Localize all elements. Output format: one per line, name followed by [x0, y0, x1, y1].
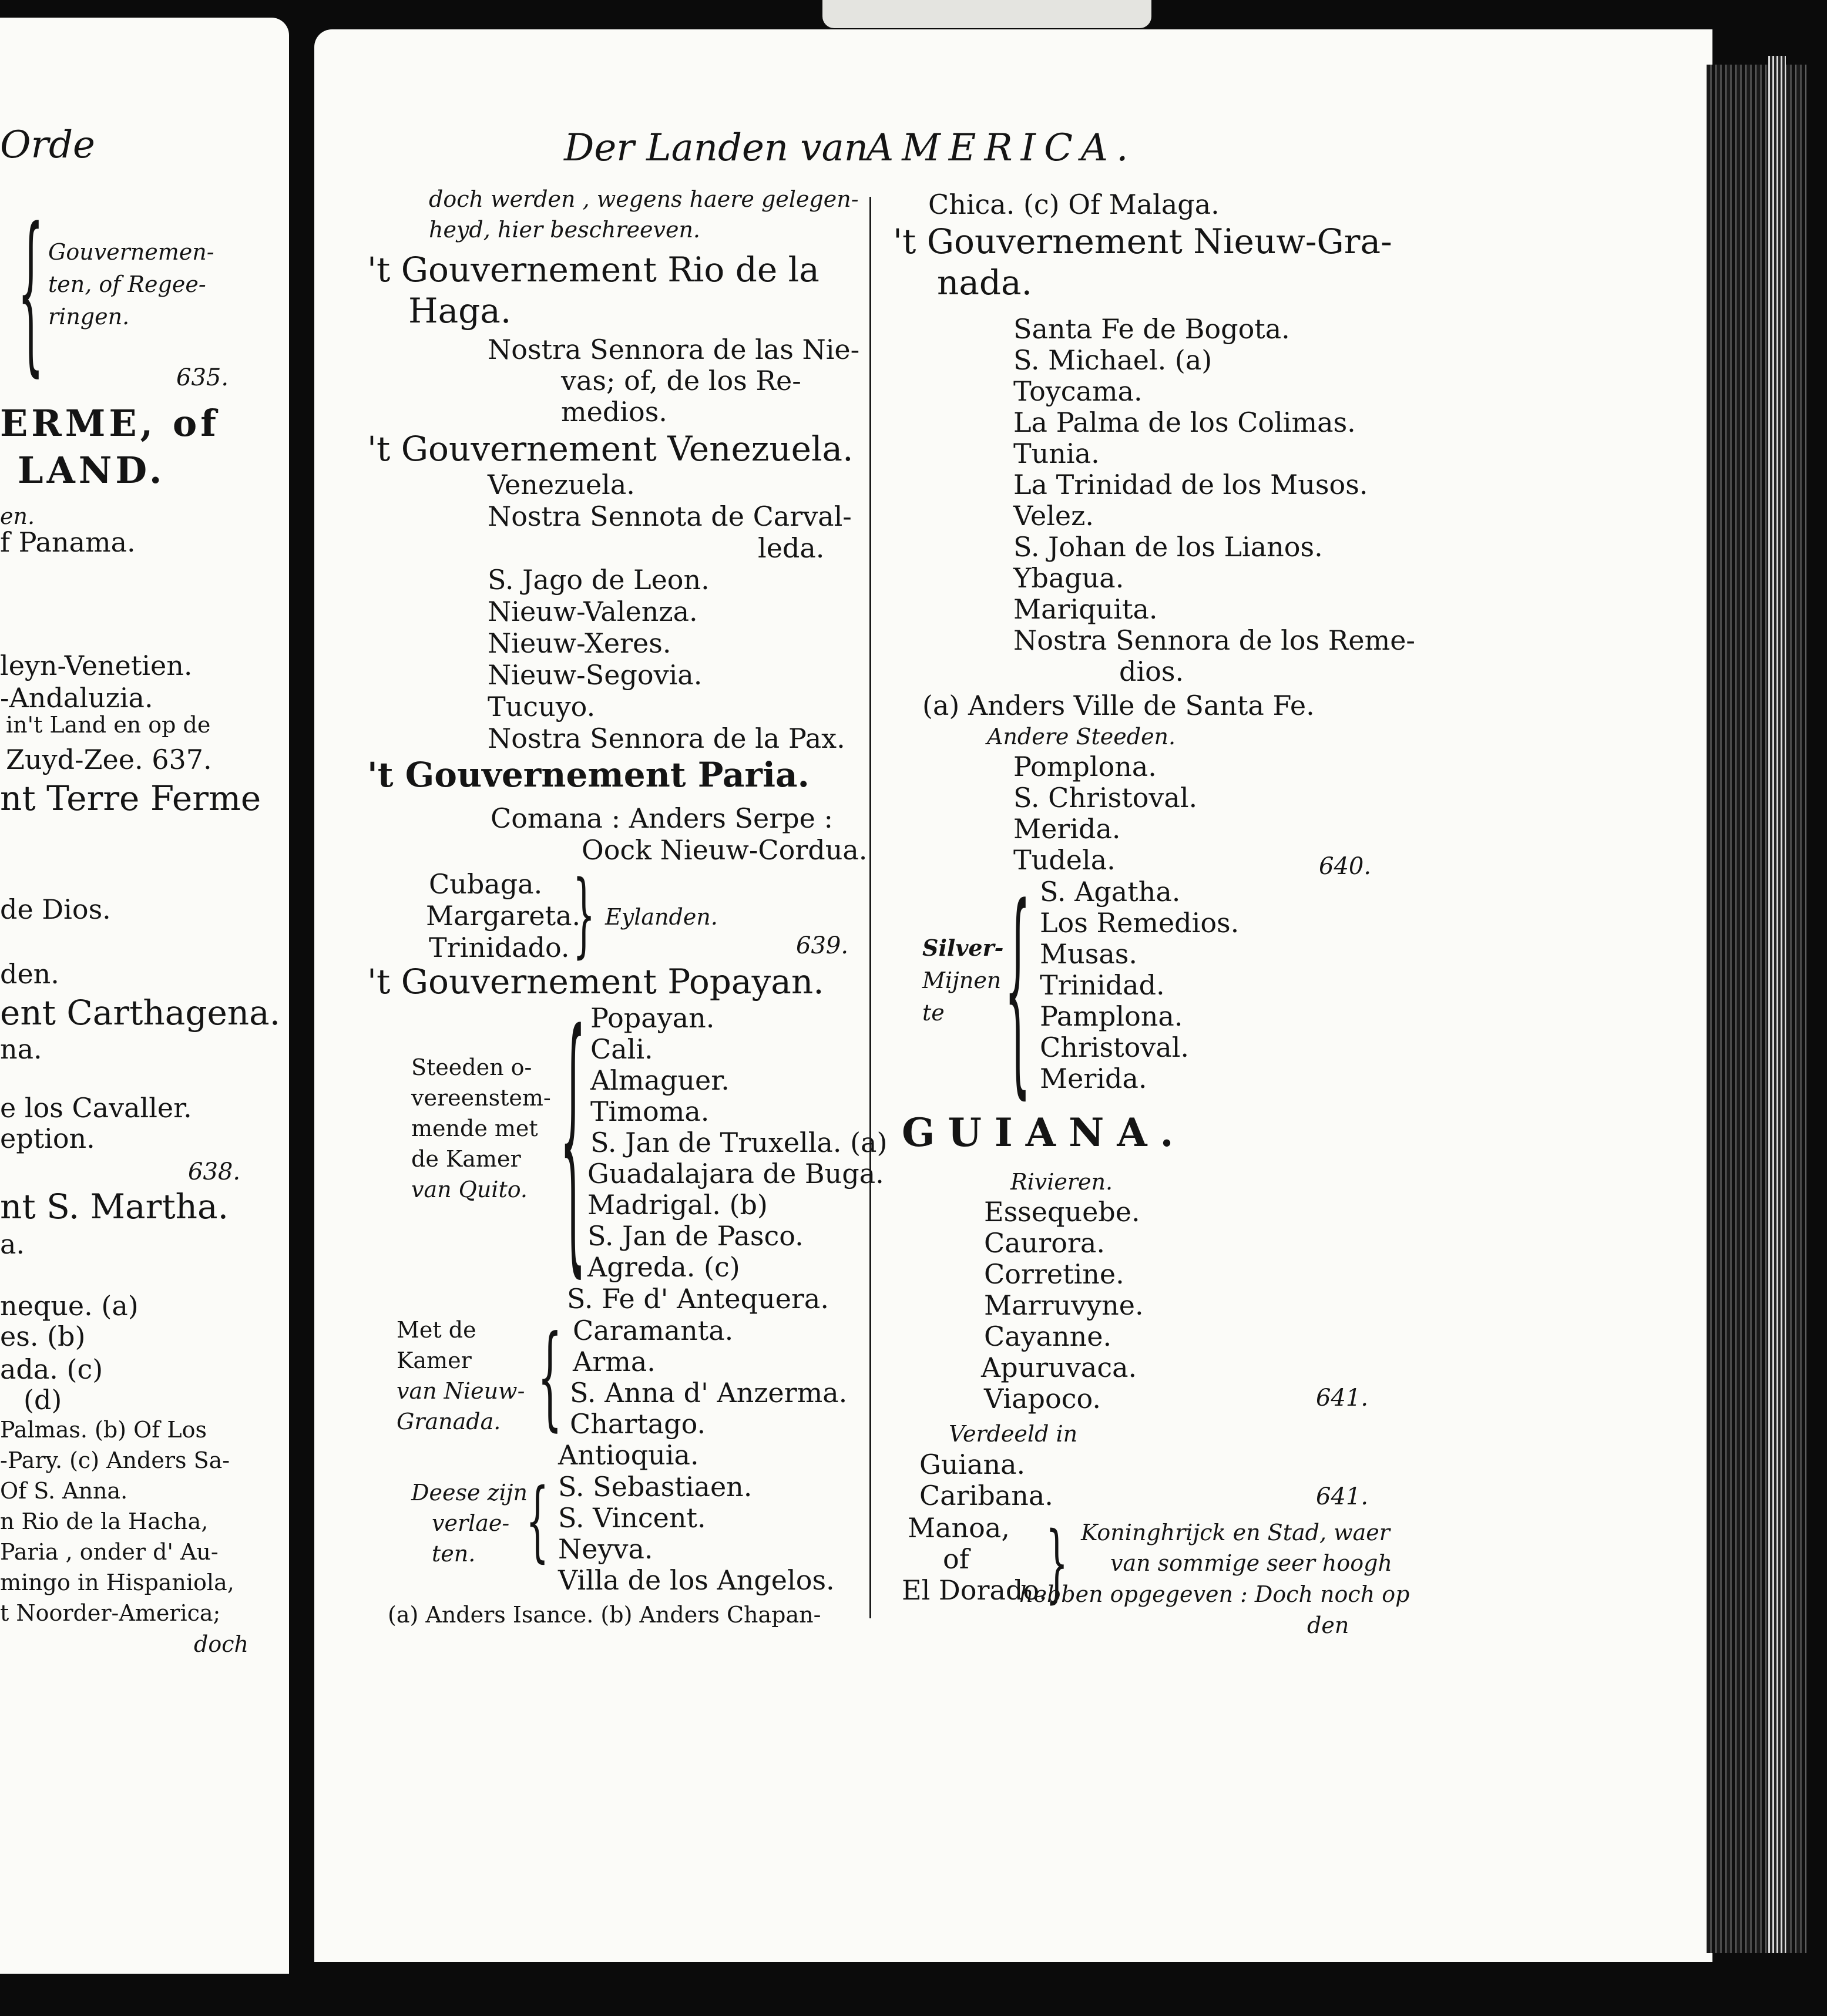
list-item: Ybagua. [1013, 562, 1124, 594]
section-heading: 't Gouvernement Paria. [367, 755, 810, 795]
brace: { [526, 1469, 549, 1572]
list-item: Arma. [573, 1346, 656, 1377]
section-heading: 't Gouvernement Rio de la [367, 250, 820, 290]
list-item: Pomplona. [1013, 751, 1157, 782]
text-line: eption. [0, 1123, 95, 1154]
text-line: a. [0, 1228, 25, 1260]
section-heading: ent Carthagena. [0, 993, 281, 1033]
brace: { [538, 1311, 562, 1443]
text-line: in't Land en op de [6, 712, 211, 738]
group-label: van Quito. [411, 1177, 528, 1202]
page-number: 639. [796, 932, 849, 959]
footnote: Palmas. (b) Of Los [0, 1417, 207, 1443]
text-line: vas; of, de los Re- [561, 365, 801, 397]
section-heading: nt S. Martha. [0, 1187, 229, 1227]
list-item: Santa Fe de Bogota. [1013, 313, 1290, 345]
text-line: es. (b) [0, 1321, 86, 1352]
text-line: na. [0, 1033, 42, 1065]
list-item: Trinidad. [1040, 969, 1165, 1001]
book-page-edges [1707, 65, 1806, 1953]
list-item: Trinidado. [429, 932, 570, 963]
list-item: Agreda. (c) [587, 1251, 740, 1283]
left-header-fragment: Orde [0, 123, 95, 167]
list-item: Cayanne. [984, 1321, 1112, 1352]
group-label: Mijnen [922, 967, 1002, 993]
text-line: Gouvernemen- [48, 239, 214, 265]
text-line: den. [0, 958, 59, 990]
text-line: e los Cavaller. [0, 1092, 192, 1124]
catchword: doch [194, 1631, 248, 1657]
group-label: ten. [432, 1541, 476, 1567]
section-heading: ERME, of [0, 402, 220, 445]
list-item: Almaguer. [590, 1064, 730, 1096]
list-item: Toycama. [1013, 375, 1143, 407]
section-heading: Haga. [408, 291, 512, 331]
text-line: neque. (a) [0, 1290, 139, 1322]
text-line: -Andaluzia. [0, 682, 153, 714]
page-number: 635. [176, 364, 229, 391]
text-line: ringen. [48, 304, 130, 330]
text-line: (d) [23, 1384, 62, 1416]
list-item: Manoa, [908, 1512, 1010, 1544]
text-line: Koninghrijck en Stad, waer [1081, 1520, 1390, 1545]
footnote: (a) Anders Isance. (b) Anders Chapan- [388, 1602, 821, 1628]
group-label: Eylanden. [605, 904, 718, 930]
list-item: Villa de los Angelos. [558, 1564, 835, 1596]
list-item: Chartago. [570, 1408, 706, 1440]
list-item: S. Christoval. [1013, 782, 1198, 814]
footnote: t Noorder-America; [0, 1600, 221, 1626]
list-item: Caramanta. [573, 1315, 734, 1346]
list-item: Antioquia. [558, 1439, 699, 1471]
text-line: Nostra Sennora de las Nie- [488, 334, 860, 365]
section-heading: nt Terre Ferme [0, 778, 261, 818]
page-number: 641. [1316, 1385, 1369, 1412]
running-title-caps: AMERICA. [867, 126, 1137, 170]
list-item: Velez. [1013, 500, 1094, 532]
list-item: S. Johan de los Lianos. [1013, 531, 1323, 563]
footnote: Paria , onder d' Au- [0, 1539, 219, 1565]
text-line: heyd, hier beschreeven. [429, 217, 700, 243]
list-item: S. Jan de Pasco. [587, 1220, 804, 1252]
list-item: Guiana. [919, 1449, 1026, 1480]
group-label: Granada. [397, 1409, 501, 1434]
page-number: 641. [1316, 1483, 1369, 1510]
list-item: Pamplona. [1040, 1000, 1183, 1032]
list-item: Neyva. [558, 1533, 653, 1565]
footnote: mingo in Hispaniola, [0, 1570, 234, 1595]
list-item: S. Michael. (a) [1013, 344, 1213, 376]
group-label: Andere Steeden. [987, 724, 1176, 750]
group-label: Deese zijn [411, 1480, 528, 1506]
brace: { [18, 190, 44, 394]
text-line: Comana : Anders Serpe : [491, 802, 833, 834]
text-line: van sommige seer hoogh [1110, 1550, 1392, 1576]
list-item: Madrigal. (b) [587, 1189, 768, 1221]
brace: { [1005, 859, 1031, 1120]
group-label: Verdeeld in [949, 1421, 1078, 1447]
text-line: hebben opgegeven : Doch noch op [1019, 1581, 1410, 1607]
list-item: Viapoco. [984, 1383, 1101, 1414]
list-item: Nostra Sennota de Carval- [488, 500, 852, 532]
list-item: Corretine. [984, 1258, 1124, 1290]
page-number: 640. [1319, 853, 1372, 880]
list-item: Margareta. [426, 900, 581, 932]
list-item: S. Vincent. [558, 1502, 706, 1534]
right-page [314, 29, 1712, 1962]
brace: } [1046, 1514, 1069, 1613]
text-line: medios. [561, 396, 667, 428]
list-item: leda. [758, 532, 825, 564]
list-item: Merida. [1040, 1063, 1147, 1094]
group-label: Met de [397, 1317, 476, 1343]
section-heading: 't Gouvernement Venezuela. [367, 429, 854, 469]
text-line: doch werden , wegens haere gelegen- [429, 186, 859, 212]
list-item: El Dorado. [902, 1574, 1047, 1606]
footnote: -Pary. (c) Anders Sa- [0, 1447, 230, 1473]
list-item: S. Anna d' Anzerma. [570, 1377, 848, 1409]
text-line: ada. (c) [0, 1353, 103, 1385]
group-label: Rivieren. [1010, 1169, 1113, 1195]
book-top-edge [822, 0, 1151, 28]
section-heading: LAND. [18, 449, 166, 492]
list-item: Christoval. [1040, 1031, 1190, 1063]
left-page [0, 18, 289, 1974]
section-heading: 't Gouvernement Popayan. [367, 962, 824, 1002]
group-label: van Nieuw- [397, 1378, 525, 1404]
list-item: Musas. [1040, 938, 1137, 970]
footnote: (a) Anders Ville de Santa Fe. [922, 690, 1315, 721]
list-item: Apuruvaca. [981, 1352, 1137, 1383]
list-item: Venezuela. [488, 469, 635, 500]
list-item: Nostra Sennora de los Reme- [1013, 624, 1415, 656]
group-label: de Kamer [411, 1146, 521, 1172]
list-item: of [943, 1543, 969, 1575]
running-title: Der Landen van [564, 126, 868, 170]
list-item: Popayan. [590, 1002, 715, 1034]
list-item: Caurora. [984, 1227, 1105, 1259]
text-line: f Panama. [0, 526, 136, 558]
list-item: Nostra Sennora de la Pax. [488, 723, 845, 754]
group-label: Silver- [922, 935, 1004, 961]
brace: } [573, 862, 596, 969]
list-item: La Palma de los Colimas. [1013, 406, 1356, 438]
text-line: Zuyd-Zee. 637. [6, 744, 212, 775]
list-item: Caribana. [919, 1480, 1053, 1511]
list-item: Cali. [590, 1033, 653, 1065]
book-page-edges-highlight [1768, 56, 1786, 1953]
list-item: Tudela. [1013, 844, 1116, 876]
list-item: Mariquita. [1013, 593, 1158, 625]
list-item: Tucuyo. [488, 691, 596, 723]
list-item: Nieuw-Segovia. [488, 659, 703, 691]
page-number: 638. [188, 1158, 241, 1185]
section-heading: 't Gouvernement Nieuw-Gra- [893, 221, 1392, 261]
list-item: Guadalajara de Buga. [587, 1158, 884, 1190]
text-line: leyn-Venetien. [0, 650, 193, 681]
group-label: mende met [411, 1115, 538, 1141]
section-heading: nada. [937, 263, 1033, 303]
column-rule [869, 197, 871, 1618]
text-line: Chica. (c) Of Malaga. [928, 189, 1220, 220]
catchword: den [1307, 1612, 1349, 1638]
list-item: Timoma. [590, 1096, 710, 1127]
group-label: verlae- [432, 1510, 510, 1536]
list-item: dios. [1119, 656, 1184, 687]
brace: { [560, 975, 586, 1302]
list-item: Tunia. [1013, 438, 1100, 469]
text-line: Oock Nieuw-Cordua. [582, 834, 868, 866]
list-item: Merida. [1013, 813, 1121, 845]
text-line: ten, of Regee- [48, 271, 206, 297]
text-line: de Dios. [0, 893, 111, 925]
list-item: S. Sebastiaen. [558, 1471, 753, 1503]
list-item: Marruvyne. [984, 1289, 1144, 1321]
list-item: Essequebe. [984, 1196, 1140, 1228]
list-item: Nieuw-Xeres. [488, 627, 671, 659]
group-label: te [922, 1000, 945, 1026]
group-label: Steeden o- [411, 1054, 532, 1080]
footnote: n Rio de la Hacha, [0, 1508, 209, 1534]
list-item: La Trinidad de los Musos. [1013, 469, 1368, 500]
group-label: Kamer [397, 1348, 472, 1373]
group-label: vereenstem- [411, 1085, 551, 1111]
list-item: Nieuw-Valenza. [488, 596, 698, 627]
list-item: S. Fe d' Antequera. [567, 1283, 829, 1315]
list-item: Los Remedios. [1040, 907, 1240, 939]
footnote: Of S. Anna. [0, 1478, 128, 1504]
list-item: S. Agatha. [1040, 876, 1181, 908]
list-item: S. Jago de Leon. [488, 564, 710, 596]
text-line: en. [0, 503, 35, 529]
list-item: S. Jan de Truxella. (a) [590, 1127, 888, 1158]
list-item: Cubaga. [429, 868, 543, 900]
section-heading: GUIANA. [902, 1110, 1187, 1155]
